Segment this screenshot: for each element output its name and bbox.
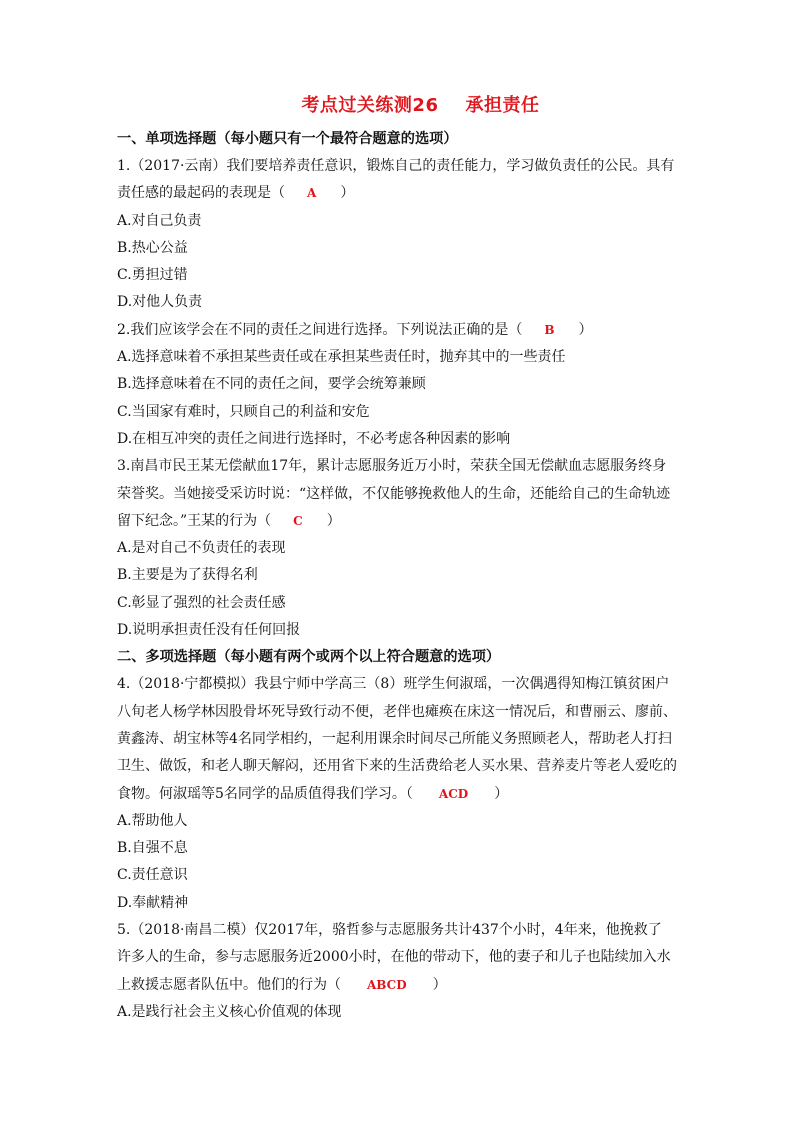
question-text-line: 4.（2018·宁都模拟）我县宁师中学高三（8）班学生何淑瑶，一次偶遇得知梅江镇贫困户 xyxy=(117,676,670,693)
question-text-line: 八旬老人杨学林因股骨坏死导致行动不便，老伴也瘫痪在床这一情况后，和曹丽云、廖前、 xyxy=(117,703,677,720)
question-text-line xyxy=(117,180,724,207)
question-2 xyxy=(117,317,724,453)
question-text-line xyxy=(117,781,724,808)
bracket-close: ） xyxy=(494,785,509,802)
option-item: C.当国家有难时，只顾自己的利益和安危 xyxy=(117,403,370,420)
answer-mark: ACD xyxy=(438,786,469,801)
question-text-tail: 责任感的最起码的表现是（ xyxy=(117,185,285,202)
question-4 xyxy=(117,671,724,917)
option-item: C.勇担过错 xyxy=(117,267,188,284)
option-item: D.在相互冲突的责任之间进行选择时，不必考虑各种因素的影响 xyxy=(117,430,511,447)
bracket-close: ） xyxy=(432,976,447,993)
answer-mark: B xyxy=(544,322,555,337)
section-heading-multiple-choice: 二、多项选择题（每小题有两个或两个以上符合题意的选项） xyxy=(117,649,501,666)
question-text-line xyxy=(117,508,724,535)
bracket-close: ） xyxy=(326,512,341,529)
question-text-line xyxy=(117,317,724,344)
option-item: D.奉献精神 xyxy=(117,894,189,911)
question-text-line: 许多人的生命，参与志愿服务近2000小时，在他的带动下，他的妻子和儿子也陆续加入水 xyxy=(117,949,671,966)
option-item: B.选择意味着在不同的责任之间，要学会统筹兼顾 xyxy=(117,376,426,393)
option-item: C.彰显了强烈的社会责任感 xyxy=(117,594,286,611)
section-heading-single-choice: 一、单项选择题（每小题只有一个最符合题意的选项） xyxy=(117,131,458,147)
question-1 xyxy=(117,153,724,317)
option-item: A.对自己负责 xyxy=(117,212,202,229)
question-text-line: 3.南昌市民王某无偿献血17年，累计志愿服务近万小时，荣获全国无偿献血志愿服务终身 xyxy=(117,458,667,475)
option-item: D.对他人负责 xyxy=(117,294,203,311)
option-item: A.选择意味着不承担某些责任或在承担某些责任时，抛弃其中的一些责任 xyxy=(117,349,566,366)
question-text-line: 1.（2017·云南）我们要培养责任意识，锻炼自己的责任能力，学习做负责任的公民。具有 xyxy=(117,158,675,174)
question-text-line xyxy=(117,972,724,999)
question-text-tail: 上救援志愿者队伍中。他们的行为（ xyxy=(117,976,341,993)
option-item: D.说明承担责任没有任何回报 xyxy=(117,622,301,639)
option-item: B.主要是为了获得名利 xyxy=(117,567,258,584)
question-text-line: 卫生、做饭，和老人聊天解闷，还用省下来的生活费给老人买水果、营养麦片等老人爱吃的 xyxy=(117,758,677,775)
option-item: C.责任意识 xyxy=(117,867,188,884)
option-item: A.是践行社会主义核心价值观的体现 xyxy=(117,1003,342,1020)
question-text-line: 黄鑫涛、胡宝林等4名同学相约，一起利用课余时间尽己所能义务照顾老人，帮助老人打扫 xyxy=(117,730,672,747)
option-item: B.热心公益 xyxy=(117,239,188,256)
option-item: A.是对自己不负责任的表现 xyxy=(117,540,286,557)
option-item: A.帮助他人 xyxy=(117,812,188,829)
question-5 xyxy=(117,917,724,1026)
bracket-close: ） xyxy=(340,185,355,202)
answer-mark: C xyxy=(293,513,303,528)
bracket-close: ） xyxy=(578,321,593,338)
question-text-line: 5.（2018·南昌二模）仅2017年，骆哲参与志愿服务共计437个小时，4年来，他挽救了 xyxy=(117,922,662,939)
question-3 xyxy=(117,453,724,644)
question-text-tail: 食物。何淑瑶等5名同学的品质值得我们学习。（ xyxy=(117,785,413,802)
answer-mark: ABCD xyxy=(367,977,407,992)
question-text-tail: 留下纪念。”王某的行为（ xyxy=(117,512,272,529)
option-item: B.自强不息 xyxy=(117,840,188,857)
page-title: 考点过关练测26 承担责任 xyxy=(301,95,540,116)
question-text-line: 荣誉奖。当她接受采访时说：“这样做，不仅能够挽救他人的生命，还能给自己的生命轨迹 xyxy=(117,485,671,502)
question-text-tail: 2.我们应该学会在不同的责任之间进行选择。下列说法正确的是（ xyxy=(117,321,523,338)
answer-mark: A xyxy=(307,186,317,201)
